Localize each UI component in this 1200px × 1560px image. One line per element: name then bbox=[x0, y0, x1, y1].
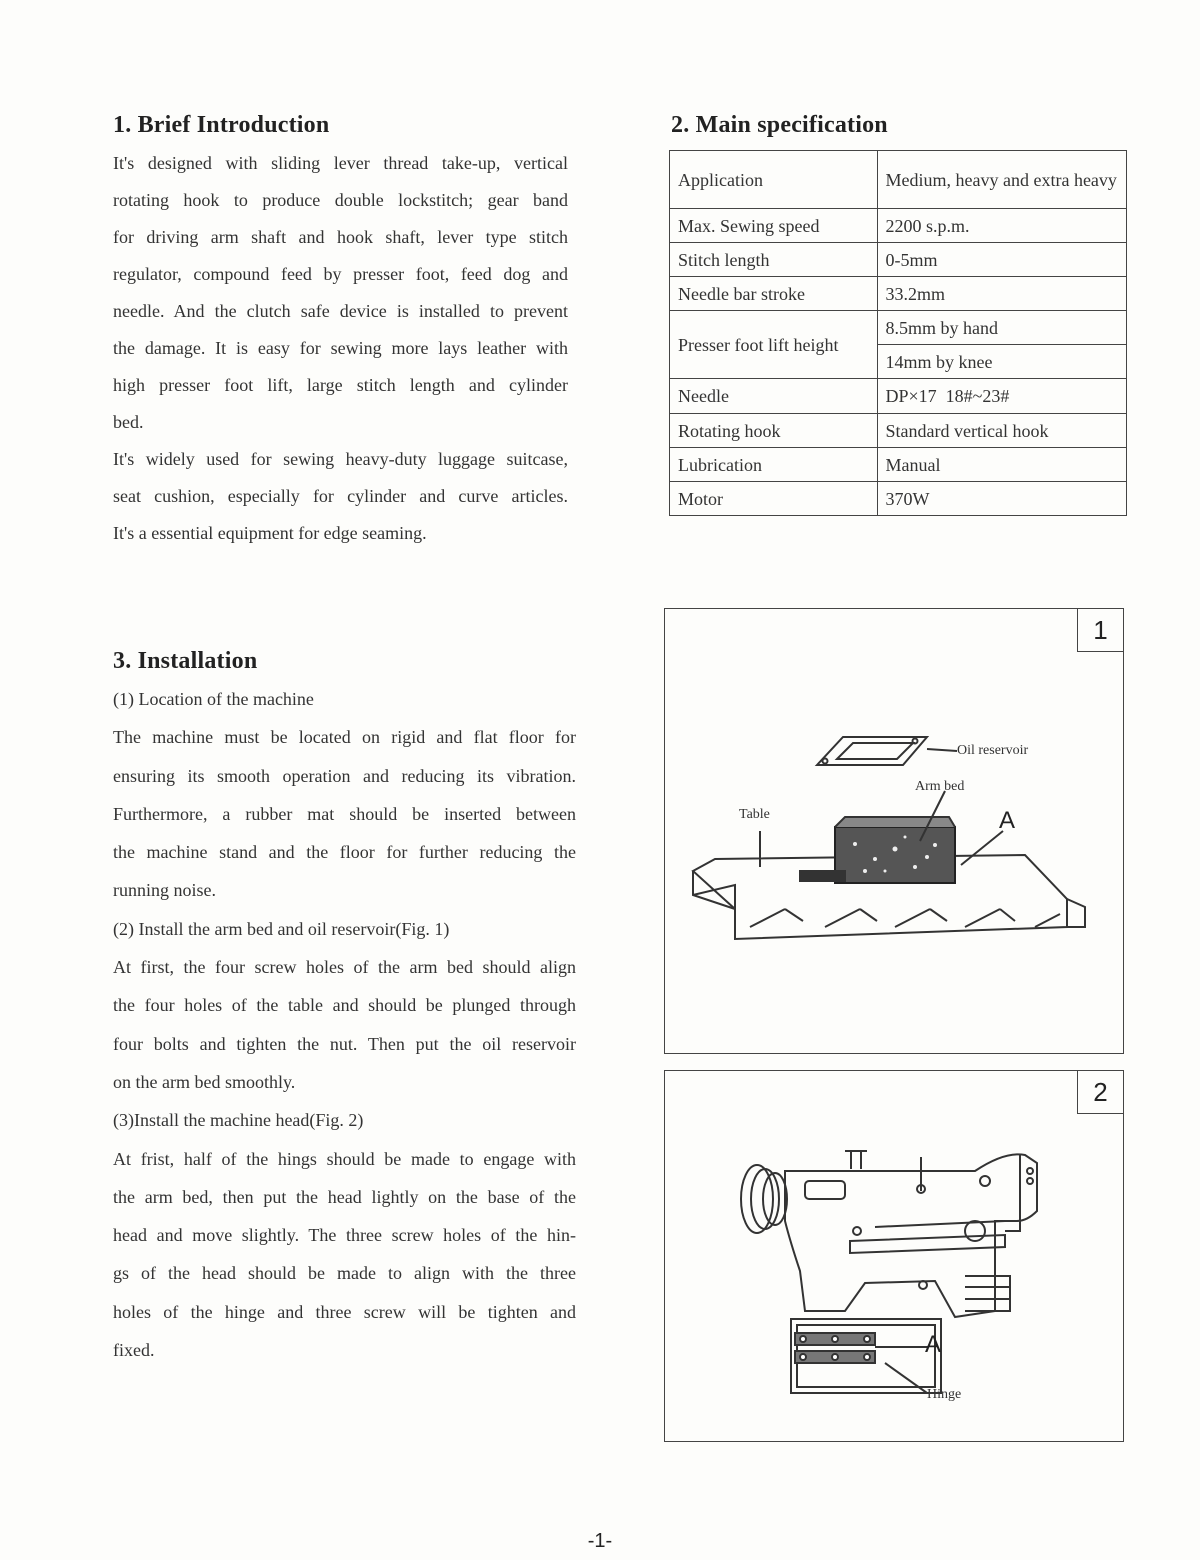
install-line: running noise. bbox=[113, 880, 216, 901]
install-line: four bolts and tighten the nut. Then put the oil reservoir bbox=[113, 1033, 576, 1054]
arm-bed-label: Arm bed bbox=[915, 779, 965, 794]
install-line: (1) Location of the machine bbox=[113, 689, 314, 709]
spec-label: Presser foot lift height bbox=[670, 311, 878, 379]
intro-line: the damage. It is easy for sewing more lays leather with bbox=[113, 338, 568, 358]
spec-label: Stitch length bbox=[670, 243, 878, 277]
install-line: At frist, half of the hings should be made to engage with bbox=[113, 1148, 576, 1169]
oil-reservoir-shape bbox=[817, 737, 927, 765]
spec-value: 14mm by knee bbox=[877, 345, 1127, 379]
spec-value: DP×17 18#~23# bbox=[877, 379, 1127, 414]
hinge-label: Hinge bbox=[927, 1387, 962, 1402]
intro-line: It's a essential equipment for edge seaming. bbox=[113, 523, 427, 543]
figure-2-number: 2 bbox=[1077, 1071, 1123, 1114]
intro-line: It's designed with sliding lever thread take-up, vertical bbox=[113, 153, 568, 173]
spec-label: Rotating hook bbox=[670, 414, 878, 448]
page-number: -1- bbox=[587, 1530, 613, 1552]
spec-label: Motor bbox=[670, 482, 878, 516]
spec-row bbox=[670, 379, 1127, 414]
machine-head-illustration bbox=[665, 1071, 1123, 1441]
section-3-title: 3. Installation bbox=[113, 648, 258, 674]
intro-line: for driving arm shaft and hook shaft, lever type stitch bbox=[113, 227, 568, 247]
figure-1-a-label: A bbox=[999, 807, 1016, 834]
install-line: gs of the head should be made to align with the three bbox=[113, 1263, 576, 1284]
spec-label: Max. Sewing speed bbox=[670, 209, 878, 243]
intro-line: It's widely used for sewing heavy-duty luggage suitcase, bbox=[113, 449, 568, 469]
figure-2-a-label: A bbox=[925, 1331, 942, 1358]
spec-value: 2200 s.p.m. bbox=[877, 209, 1127, 243]
install-line: the four holes of the table and should be plunged through bbox=[113, 995, 576, 1016]
spec-row bbox=[670, 209, 1127, 243]
figure-1 bbox=[664, 608, 1124, 1054]
oil-reservoir-label: Oil reservoir bbox=[957, 743, 1029, 758]
table-label: Table bbox=[739, 807, 770, 822]
spec-value: 0-5mm bbox=[877, 243, 1127, 277]
arm-bed-illustration bbox=[665, 609, 1123, 1053]
spec-row bbox=[670, 151, 1127, 209]
section-2-title: 2. Main specification bbox=[671, 112, 888, 138]
spec-row bbox=[670, 482, 1127, 516]
install-line: the machine stand and the floor for further reducing the bbox=[113, 842, 576, 863]
spec-value: Manual bbox=[877, 448, 1127, 482]
spec-row bbox=[670, 414, 1127, 448]
intro-line: high presser foot lift, large stitch length and cylinder bbox=[113, 375, 568, 395]
spec-row bbox=[670, 243, 1127, 277]
install-line: holes of the hinge and three screw will be tighten and bbox=[113, 1301, 576, 1322]
spec-value: 370W bbox=[877, 482, 1127, 516]
install-line: Furthermore, a rubber mat should be inserted between bbox=[113, 803, 576, 824]
intro-line: seat cushion, especially for cylinder and curve articles. bbox=[113, 486, 568, 506]
spec-value: Standard vertical hook bbox=[877, 414, 1127, 448]
figure-1-number: 1 bbox=[1077, 609, 1123, 652]
spec-label: Lubrication bbox=[670, 448, 878, 482]
spec-row bbox=[670, 277, 1127, 311]
install-line: fixed. bbox=[113, 1340, 155, 1361]
install-line: the arm bed, then put the head lightly on the base of the bbox=[113, 1186, 576, 1207]
spec-label: Needle bbox=[670, 379, 878, 414]
spec-value: 8.5mm by hand bbox=[877, 311, 1127, 345]
spec-label: Needle bar stroke bbox=[670, 277, 878, 311]
install-line: ensuring its smooth operation and reducing its vibration. bbox=[113, 765, 576, 786]
spec-label: Application bbox=[670, 151, 878, 209]
install-line: The machine must be located on rigid and flat floor for bbox=[113, 727, 576, 748]
figure-2 bbox=[664, 1070, 1124, 1442]
intro-line: regulator, compound feed by presser foot, feed dog and bbox=[113, 264, 568, 284]
spec-table bbox=[669, 150, 1127, 516]
intro-line: bed. bbox=[113, 412, 144, 432]
intro-line: needle. And the clutch safe device is installed to prevent bbox=[113, 301, 568, 321]
spec-value: 33.2mm bbox=[877, 277, 1127, 311]
intro-line: rotating hook to produce double lockstitch; gear band bbox=[113, 190, 568, 210]
section-3-body bbox=[113, 680, 576, 1369]
spec-value: Medium, heavy and extra heavy bbox=[877, 151, 1127, 209]
install-line: (3)Install the machine head(Fig. 2) bbox=[113, 1110, 364, 1131]
section-1-title: 1. Brief Introduction bbox=[113, 112, 330, 138]
install-line: (2) Install the arm bed and oil reservoir(Fig. 1) bbox=[113, 918, 450, 939]
spec-row bbox=[670, 448, 1127, 482]
install-line: on the arm bed smoothly. bbox=[113, 1071, 296, 1092]
install-line: head and move slightly. The three screw holes of the hin- bbox=[113, 1225, 576, 1246]
spec-row bbox=[670, 311, 1127, 345]
install-line: At first, the four screw holes of the arm bed should align bbox=[113, 957, 576, 978]
section-1-body bbox=[113, 145, 568, 552]
